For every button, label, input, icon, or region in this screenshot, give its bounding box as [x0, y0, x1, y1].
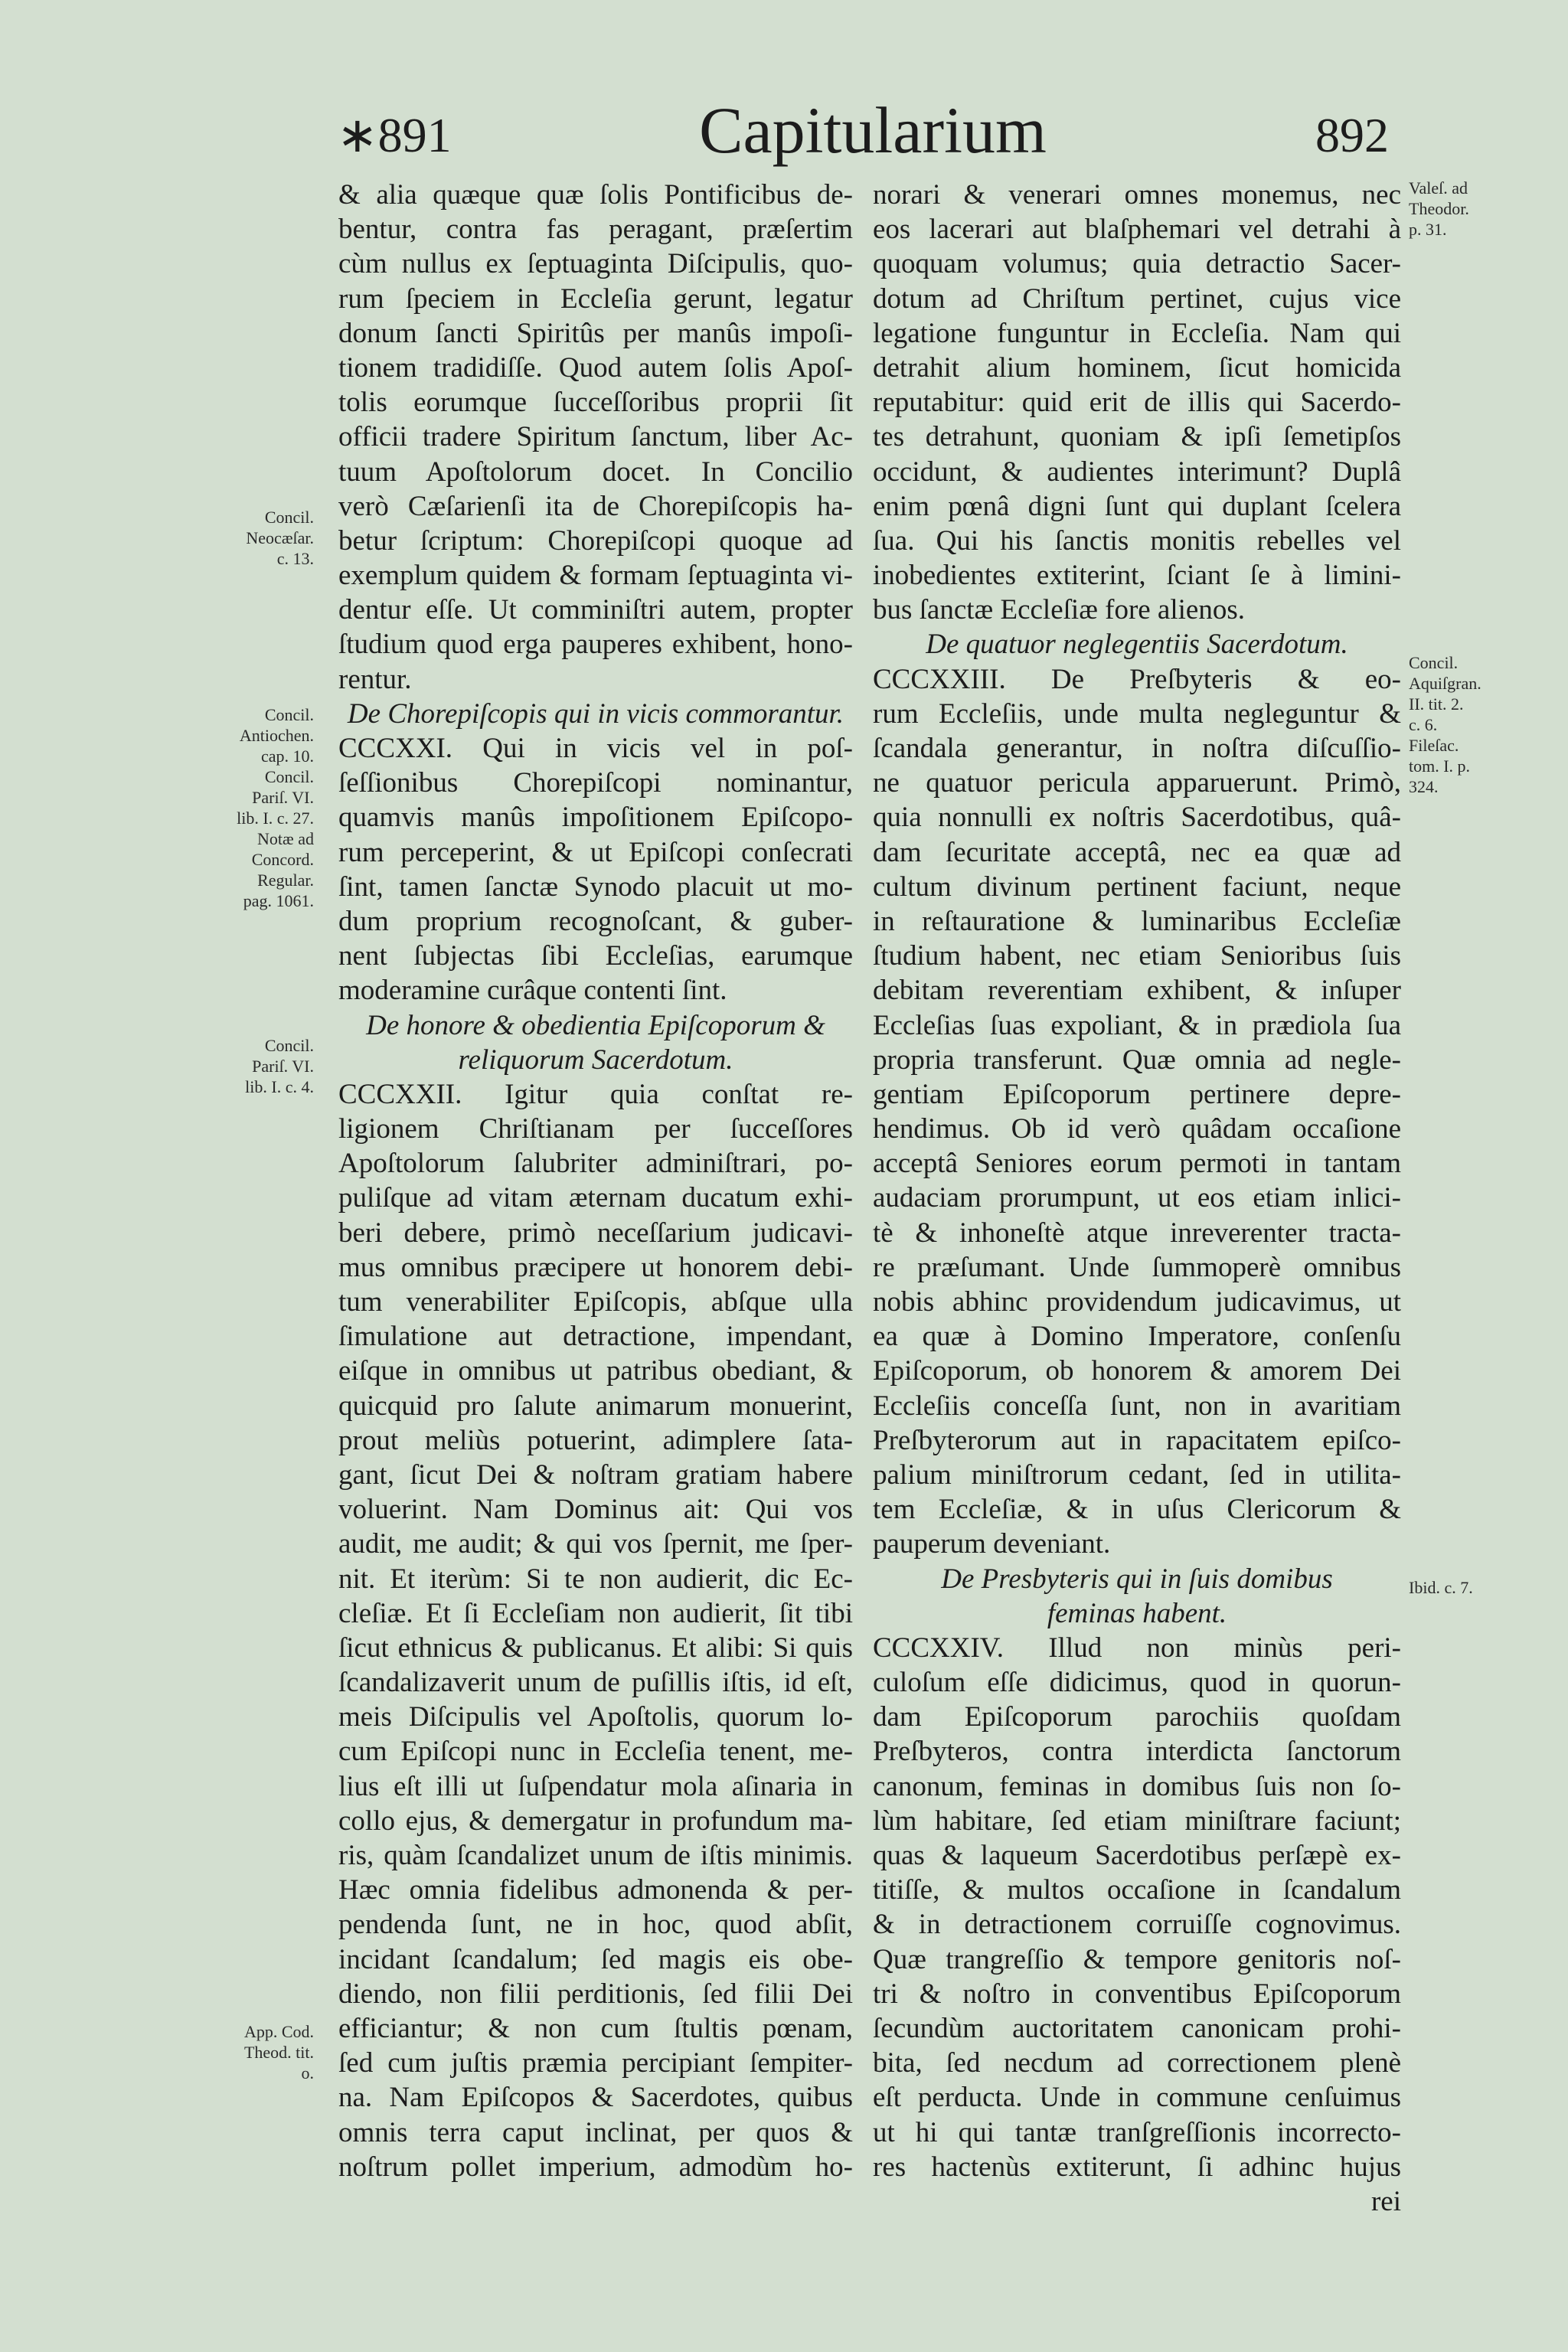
- margin-note-line: Valeſ. ad: [1409, 178, 1468, 198]
- text-line: De Chorepiſcopis qui in vicis commorantur.: [347, 697, 844, 730]
- margin-note-line: Concil.: [264, 705, 314, 724]
- text-line: titiſſe, & multos occaſione in ſcandalum: [873, 1874, 1401, 1906]
- margin-note-line: Concil.: [1409, 653, 1459, 672]
- text-line: dam Epiſcoporum parochiis quoſdam: [873, 1701, 1401, 1733]
- text-line: bus ſanctæ Eccleſiæ fore alienos.: [873, 594, 1245, 626]
- text-line: gentiam Epiſcoporum pertinere depre-: [873, 1078, 1401, 1110]
- text-line: dentur eſſe. Ut comminiſtri autem, propter: [338, 594, 853, 626]
- text-line: verò Cæſarienſi ita de Chorepiſcopis ha-: [338, 490, 853, 522]
- text-line: tionem tradidiſſe. Quod autem ſolis Apoſ-: [338, 351, 853, 384]
- text-line: ſed cum juſtis præmia percipiant ſempiter-: [338, 2047, 853, 2079]
- margin-note-line: Ibid. c. 7.: [1409, 1578, 1473, 1597]
- text-line: ſcandala generantur, in noſtra diſcuſſio-: [873, 733, 1401, 764]
- text-line: meis Diſcipulis vel Apoſtolis, quorum lo-: [338, 1701, 853, 1733]
- text-line: De Presbyteris qui in ſuis domibus: [941, 1563, 1333, 1595]
- text-line: in reſtauratione & luminaribus Eccleſiæ: [873, 905, 1401, 937]
- text-line: efficiantur; & non cum ſtultis pœnam,: [338, 2012, 853, 2044]
- text-line: CCCXXIV. Illud non minùs peri-: [873, 1632, 1401, 1664]
- text-line: rentur.: [338, 663, 412, 695]
- text-line: acceptâ Seniores eorum permoti in tantam: [873, 1148, 1401, 1180]
- text-line: rum perceperint, & ut Epiſcopi conſecrati: [338, 836, 853, 868]
- text-line: ſcandalizaverit unum de puſillis iſtis, id eſt,: [338, 1667, 853, 1699]
- text-line: bita, ſed necdum ad correctionem plenè: [873, 2047, 1401, 2079]
- margin-note-line: Concord.: [251, 850, 314, 869]
- margin-note-line: Concil.: [264, 1036, 314, 1055]
- text-line: tes detrahunt, quoniam & ipſi ſemetipſos: [873, 421, 1401, 453]
- text-line: donum ſancti Spiritûs per manûs impoſi-: [338, 317, 853, 349]
- text-line: exemplum quidem & formam ſeptuaginta vi-: [338, 560, 853, 592]
- text-line: quia nonnulli ex noſtris Sacerdotibus, quâ-: [873, 802, 1401, 834]
- text-line: reliquorum Sacerdotum.: [458, 1044, 733, 1076]
- text-line: tolis eorumque ſucceſſoribus proprii ſit: [338, 387, 853, 419]
- text-line: occidunt, & audientes interimunt? Duplâ: [873, 456, 1401, 488]
- margin-note-line: p. 31.: [1409, 220, 1447, 239]
- text-line: diendo, non filii perditionis, ſed filii Dei: [338, 1978, 853, 2010]
- text-line: bentur, contra fas peragant, præſertim: [338, 214, 853, 246]
- text-line: ſimulatione aut detractione, impendant,: [338, 1321, 853, 1353]
- text-line: debitam reverentiam exhibent, & inſuper: [873, 975, 1401, 1007]
- text-line: cultum divinum pertinent faciunt, neque: [873, 871, 1401, 903]
- text-line: ris, quàm ſcandalizet unum de iſtis minimis.: [338, 1840, 853, 1871]
- margin-note-line: Neocæſar.: [246, 528, 314, 547]
- text-line: CCCXXI. Qui in vicis vel in poſ-: [338, 733, 853, 764]
- text-line: norari & venerari omnes monemus, nec: [873, 179, 1401, 211]
- text-line: hendimus. Ob id verò quâdam occaſione: [873, 1113, 1401, 1145]
- text-line: cleſiæ. Et ſi Eccleſiam non audierit, ſit tibi: [338, 1597, 853, 1629]
- text-line: officii tradere Spiritum ſanctum, liber Ac-: [338, 421, 853, 453]
- margin-note-line: o.: [301, 2063, 314, 2082]
- text-line: quamvis manûs impoſitionem Epiſcopo-: [338, 802, 853, 834]
- margin-note-line: cap. 10.: [260, 746, 314, 766]
- margin-note-line: II. tit. 2.: [1409, 694, 1464, 714]
- text-line: eſt perducta. Unde in commune cenſuimus: [873, 2082, 1401, 2114]
- margin-note-line: App. Cod.: [243, 2022, 314, 2041]
- text-line: inobedientes extiterint, ſciant ſe à limini-: [873, 560, 1401, 592]
- text-line: rei: [1370, 2185, 1401, 2217]
- text-line: Eccleſias ſuas expoliant, & in prædiola ſua: [873, 1009, 1401, 1041]
- right-margin-note: [1409, 652, 1554, 797]
- page-marker: ∗: [337, 108, 378, 162]
- text-line: ſint, tamen ſanctæ Synodo placuit ut mo-: [338, 871, 853, 903]
- text-line: rum Eccleſiis, unde multa negleguntur &: [873, 697, 1401, 730]
- text-line: collo ejus, & demergatur in profundum ma-: [338, 1805, 853, 1837]
- margin-note-line: Pariſ. VI.: [252, 788, 314, 807]
- text-line: rum ſpeciem in Eccleſia gerunt, legatur: [338, 283, 853, 315]
- text-line: Hæc omnia fidelibus admonenda & per-: [338, 1874, 853, 1906]
- left-text-column: [338, 178, 853, 2184]
- text-line: enim pœnâ digni ſunt qui duplant ſcelera: [873, 490, 1401, 522]
- margin-note-line: Concil.: [264, 508, 314, 527]
- text-line: ligionem Chriſtianam per ſucceſſores: [338, 1113, 853, 1145]
- text-line: tem Eccleſiæ, & in uſus Clericorum &: [873, 1494, 1401, 1526]
- text-line: legatione funguntur in Eccleſia. Nam qui: [873, 317, 1401, 349]
- text-line: nent ſubjectas ſibi Eccleſias, earumque: [338, 940, 853, 972]
- margin-note-line: Pariſ. VI.: [252, 1057, 314, 1076]
- page-title: Capitularium: [699, 93, 1047, 167]
- text-line: Epiſcoporum, ob honorem & amorem Dei: [873, 1355, 1401, 1387]
- margin-note-line: c. 6.: [1409, 715, 1438, 734]
- left-margin-note: [204, 1035, 314, 1097]
- text-line: lius eſt illi ut ſuſpendatur mola aſinaria in: [338, 1770, 853, 1802]
- text-line: Quæ trangreſſio & tempore genitoris noſ-: [873, 1943, 1401, 1975]
- margin-note-line: Aquiſgran.: [1409, 674, 1481, 693]
- left-margin-note: [204, 507, 314, 569]
- text-line: culoſum eſſe didicimus, quod in quorun-: [873, 1667, 1401, 1699]
- margin-note-line: Fileſac.: [1409, 736, 1459, 755]
- text-line: puliſque ad vitam æternam ducatum exhi-: [338, 1182, 853, 1214]
- text-line: De honore & obedientia Epiſcoporum &: [366, 1009, 825, 1041]
- text-line: ſecundùm auctoritatem canonicam prohi-: [873, 2012, 1401, 2044]
- text-line: ut hi qui tantæ tranſgreſſionis incorrecto-: [873, 2116, 1401, 2148]
- text-line: noſtrum pollet imperium, admodùm ho-: [338, 2151, 853, 2183]
- text-line: canonum, feminas in domibus ſuis non ſo-: [873, 1770, 1401, 1802]
- text-line: dam ſecuritate acceptâ, nec ea quæ ad: [873, 836, 1401, 868]
- text-line: res hactenùs extiterunt, ſi adhinc hujus: [873, 2151, 1401, 2183]
- right-text-column: [873, 178, 1401, 2219]
- text-line: pendenda ſunt, ne in hoc, quod abſit,: [338, 1909, 853, 1941]
- margin-note-line: 324.: [1409, 777, 1439, 796]
- text-line: Preſbyterorum aut in rapacitatem epiſco-: [873, 1424, 1401, 1456]
- text-line: quoquam volumus; quia detractio Sacer-: [873, 248, 1401, 280]
- text-line: CCCXXIII. De Preſbyteris & eo-: [873, 663, 1401, 695]
- text-line: ſua. Qui his ſanctis monitis rebelles vel: [873, 524, 1401, 557]
- right-margin-note: [1409, 1577, 1554, 1598]
- text-line: cum Epiſcopi nunc in Eccleſia tenent, me-: [338, 1736, 853, 1768]
- page-number-right: 892: [1315, 108, 1389, 162]
- text-line: dum proprium recognoſcant, & guber-: [338, 905, 853, 937]
- text-line: De quatuor neglegentiis Sacerdotum.: [926, 629, 1348, 661]
- text-line: CCCXXII. Igitur quia conſtat re-: [338, 1078, 853, 1110]
- text-line: omnis terra caput inclinat, per quos &: [338, 2116, 853, 2148]
- text-line: ſtudium habent, nec etiam Senioribus ſuis: [873, 940, 1401, 972]
- text-line: moderamine curâque contenti ſint.: [338, 975, 727, 1007]
- text-line: audit, me audit; & qui vos ſpernit, me ſper-: [338, 1528, 853, 1560]
- margin-note-line: Theodor.: [1409, 199, 1469, 218]
- margin-note-line: Antiochen.: [239, 726, 314, 745]
- margin-note-line: Theod. tit.: [243, 2043, 314, 2062]
- margin-note-line: Notæ ad: [257, 829, 314, 848]
- text-line: re præſumant. Unde ſummoperè omnibus: [873, 1251, 1401, 1283]
- text-line: quicquid pro ſalute animarum monuerint,: [338, 1390, 853, 1422]
- page-number-left-value: 891: [377, 108, 452, 162]
- margin-note-line: c. 13.: [276, 549, 314, 568]
- text-line: ne quatuor pericula apparuerunt. Primò,: [873, 767, 1401, 799]
- margin-note-line: lib. I. c. 4.: [245, 1077, 314, 1096]
- text-line: beri debere, primò neceſſarium judicavi-: [338, 1217, 853, 1249]
- text-line: lùm habitare, ſed etiam miniſtrare faciunt;: [873, 1805, 1401, 1837]
- text-line: pauperum deveniant.: [873, 1528, 1111, 1560]
- text-line: voluerint. Nam Dominus ait: Qui vos: [338, 1494, 853, 1526]
- text-line: tè & inhoneſtè atque inreverenter tracta-: [873, 1217, 1401, 1249]
- margin-note-line: pag. 1061.: [243, 891, 314, 910]
- text-line: gant, ſicut Dei & noſtram gratiam habere: [338, 1459, 853, 1491]
- text-line: quas & laqueum Sacerdotibus perſæpè ex-: [873, 1840, 1401, 1871]
- text-line: tum venerabiliter Epiſcopis, abſque ulla: [338, 1286, 853, 1318]
- margin-note-line: Concil.: [264, 767, 314, 786]
- text-line: dotum ad Chriſtum pertinet, cujus vice: [873, 283, 1401, 315]
- text-line: incidant ſcandalum; ſed magis eis obe-: [338, 1943, 853, 1975]
- text-line: reputabitur: quid erit de illis qui Sacerdo-: [873, 387, 1401, 419]
- margin-note-line: tom. I. p.: [1409, 756, 1471, 776]
- text-line: palium miniſtrorum cedant, ſed in utilita-: [873, 1459, 1401, 1491]
- text-line: Apoſtolorum ſalubriter adminiſtrari, po-: [338, 1148, 853, 1180]
- text-line: & alia quæque quæ ſolis Pontificibus de-: [338, 179, 853, 211]
- text-line: ſeſſionibus Chorepiſcopi nominantur,: [338, 767, 853, 799]
- text-line: mus omnibus præcipere ut honorem debi-: [338, 1251, 853, 1283]
- text-line: cùm nullus ex ſeptuaginta Diſcipulis, quo-: [338, 248, 853, 280]
- left-margin-note: [204, 2021, 314, 2083]
- margin-note-line: lib. I. c. 27.: [237, 808, 314, 828]
- margin-note-line: Regular.: [257, 871, 314, 890]
- text-line: ea quæ à Domino Imperatore, conſenſu: [873, 1321, 1401, 1353]
- text-line: ſtudium quod erga pauperes exhibent, hono-: [338, 629, 853, 661]
- text-line: tuum Apoſtolorum docet. In Concilio: [338, 456, 853, 488]
- text-line: tri & noſtro in conventibus Epiſcoporum: [873, 1978, 1401, 2010]
- text-line: audaciam prorumpunt, ut eos etiam inlici-: [873, 1182, 1401, 1214]
- text-line: nobis abhinc providendum judicavimus, ut: [873, 1286, 1401, 1318]
- text-line: Preſbyteros, contra interdicta ſanctorum: [873, 1736, 1401, 1768]
- left-margin-note: [204, 704, 314, 911]
- text-line: & in detractionem corruiſſe cognovimus.: [873, 1909, 1401, 1941]
- text-line: ſicut ethnicus & publicanus. Et alibi: Si quis: [338, 1632, 853, 1664]
- text-line: eos lacerari aut blaſphemari vel detrahi à: [873, 214, 1401, 246]
- text-line: prout meliùs potuerint, adimplere ſata-: [338, 1424, 853, 1456]
- text-line: propria transferunt. Quæ omnia ad negle-: [873, 1044, 1401, 1076]
- text-line: Eccleſiis conceſſa ſunt, non in avaritiam: [873, 1390, 1401, 1422]
- text-line: nit. Et iterùm: Si te non audierit, dic Ec-: [338, 1563, 853, 1595]
- page-number-left: [337, 107, 452, 164]
- text-line: eiſque in omnibus ut patribus obediant, &: [338, 1355, 853, 1387]
- right-margin-note: [1409, 178, 1554, 240]
- text-line: betur ſcriptum: Chorepiſcopi quoque ad: [338, 524, 853, 557]
- text-line: na. Nam Epiſcopos & Sacerdotes, quibus: [338, 2082, 853, 2114]
- text-line: feminas habent.: [1047, 1597, 1227, 1629]
- text-line: detrahit alium hominem, ſicut homicida: [873, 351, 1401, 384]
